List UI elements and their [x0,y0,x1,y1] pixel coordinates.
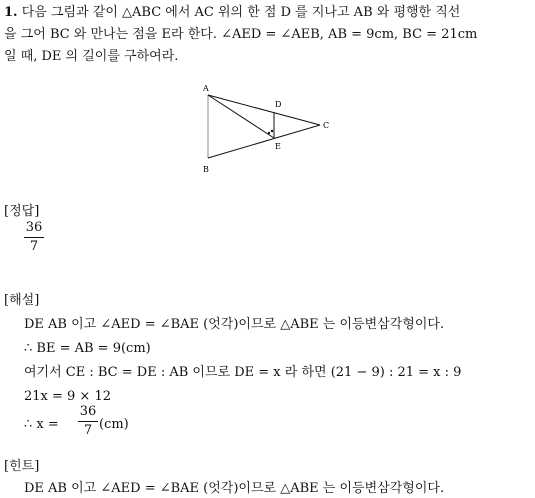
problem-line-3: 일 때, DE 의 길이를 구하여라. [4,49,179,64]
solution-denominator: 7 [83,423,93,438]
solution-header: [해설] [4,293,40,308]
hint-line-1: DE AB 이고 ∠AED = ∠BAE (엇각)이므로 △ABE 는 이등변삼각형이다. [24,481,445,496]
solution-unit: (cm) [99,417,129,432]
solution-fraction [78,404,98,439]
angle-dot [271,130,273,132]
triangle-diagram [198,80,338,180]
triangle-figure [198,80,338,184]
side-ac [208,95,320,125]
fraction-bar [78,421,98,422]
answer-fraction [24,220,44,255]
solution-x-prefix: ∴ x = [24,417,59,432]
answer-header: [정답] [4,204,40,219]
label-a: A [203,84,209,93]
solution-line-3: 여기서 CE : BC = DE : AB 이므로 DE = x 라 하면 (21 − 9) : 21 = x : 9 [24,365,462,380]
solution-line-1: DE AB 이고 ∠AED = ∠BAE (엇각)이므로 △ABE 는 이등변삼각형이다. [24,317,445,332]
problem-line-2: 을 그어 BC 와 만나는 점을 E라 한다. ∠AED = ∠AEB, AB = 9cm, BC = 21cm [4,27,478,42]
hint-header: [힌트] [4,459,40,474]
problem-line-1 [4,4,460,22]
angle-dot [268,132,270,134]
label-e: E [275,142,281,151]
problem-number: 1. [4,5,18,20]
solution-line-5 [24,416,59,434]
side-bc [208,125,320,158]
solution-numerator: 36 [79,404,97,419]
fraction-bar [24,237,44,238]
solution-line-4: 21x = 9 × 12 [24,389,112,404]
answer-numerator: 36 [25,220,43,235]
problem-text-1: 다음 그림과 같이 △ABC 에서 AC 위의 한 점 D 를 지나고 AB 와 평행한 직선 [21,5,461,20]
label-d: D [275,100,282,109]
label-b: B [203,165,209,174]
label-c: C [323,121,330,130]
segment-ae [208,95,274,138]
solution-line-2: ∴ BE = AB = 9(cm) [24,341,151,356]
answer-denominator: 7 [29,239,39,254]
